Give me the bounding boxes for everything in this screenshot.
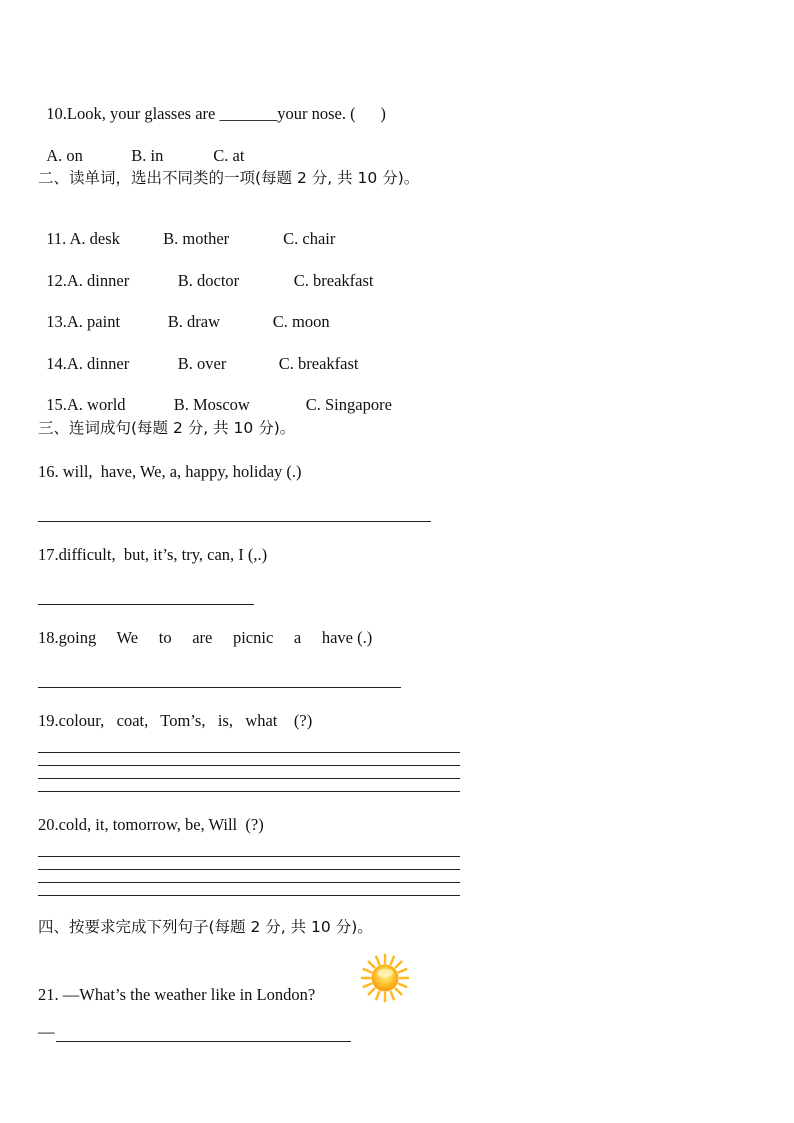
question-number: 13	[46, 311, 63, 331]
question-number: 14	[46, 353, 63, 373]
section-2-title: 二、读单词，选出不同类的一项(每题 2 分, 共 10 分)。	[38, 169, 420, 187]
question-12	[38, 256, 373, 289]
answer-line-20-1[interactable]	[38, 856, 460, 857]
section-3-title: 三、连词成句(每题 2 分, 共 10 分)。	[38, 419, 296, 437]
question-number: 12	[46, 270, 63, 290]
answer-line-19-2[interactable]	[38, 765, 460, 766]
question-number: 11	[46, 228, 63, 248]
option-b: B. doctor	[177, 270, 240, 290]
option-b: B. mother	[163, 228, 230, 248]
answer-line-21[interactable]	[56, 1041, 351, 1042]
option-b: B. over	[177, 353, 227, 373]
option-c: C. chair	[283, 228, 336, 248]
question-10	[38, 89, 386, 122]
option-c: C. breakfast	[293, 270, 374, 290]
question-number: 15	[46, 394, 63, 414]
answer-line-16[interactable]	[38, 521, 431, 522]
question-15	[38, 380, 392, 413]
option-a: .A. paint	[62, 311, 121, 331]
question-21: 21. —What’s the weather like in London?	[38, 985, 316, 1004]
question-14	[38, 339, 358, 372]
answer-line-19-4[interactable]	[38, 791, 460, 792]
question-19: 19.colour, coat, Tom’s, is, what (?)	[38, 711, 313, 730]
question-18: 18.going We to are picnic a have (.)	[38, 628, 373, 647]
question-16: 16. will, have, We, a, happy, holiday (.)	[38, 462, 302, 481]
option-a: .A. dinner	[62, 353, 130, 373]
question-20: 20.cold, it, tomorrow, be, Will (?)	[38, 815, 264, 834]
question-11	[38, 214, 335, 247]
answer-line-18[interactable]	[38, 687, 401, 688]
answer-line-19-1[interactable]	[38, 752, 460, 753]
answer-line-19-3[interactable]	[38, 778, 460, 779]
option-a: . A. desk	[62, 228, 120, 248]
option-c: C. breakfast	[278, 353, 359, 373]
option-b: B. Moscow	[173, 394, 250, 414]
option-c: C. moon	[272, 311, 330, 331]
question-13	[38, 297, 330, 330]
question-17: 17.difficult, but, it’s, try, can, I (,.)	[38, 545, 268, 564]
question-10-stem: 10.Look, your glasses are _______your nose. ( )	[46, 103, 386, 123]
answer-dash-21: —	[38, 1022, 55, 1041]
answer-line-20-3[interactable]	[38, 882, 460, 883]
option-b: B. draw	[167, 311, 220, 331]
option-a: .A. world	[62, 394, 126, 414]
section-4-title: 四、按要求完成下列句子(每题 2 分, 共 10 分)。	[38, 918, 373, 936]
question-10-options	[38, 131, 244, 164]
option-c: C. at	[213, 145, 245, 165]
sun-icon	[360, 953, 410, 1003]
option-b: B. in	[131, 145, 164, 165]
answer-line-20-2[interactable]	[38, 869, 460, 870]
answer-line-17[interactable]	[38, 604, 254, 605]
option-c: C. Singapore	[305, 394, 392, 414]
option-a: .A. dinner	[62, 270, 130, 290]
option-a: A. on	[46, 145, 83, 165]
answer-line-20-4[interactable]	[38, 895, 460, 896]
